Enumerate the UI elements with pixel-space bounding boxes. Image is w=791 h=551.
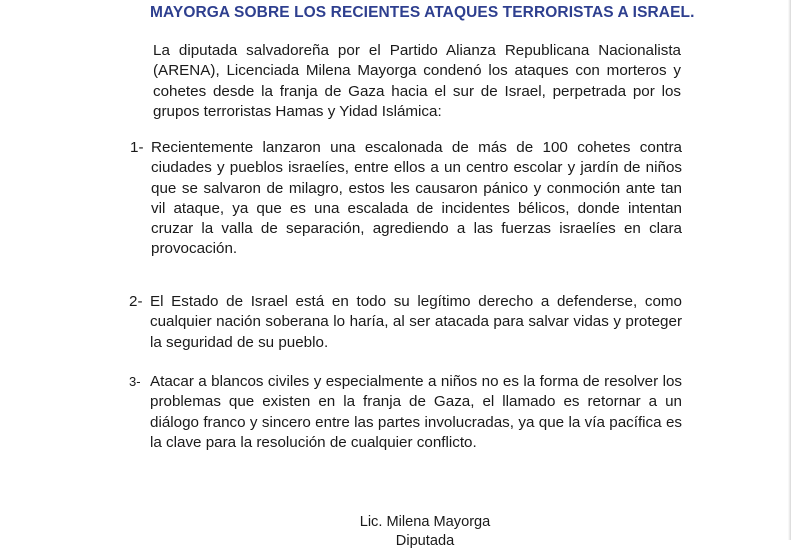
signature-role: Diputada — [395, 533, 455, 549]
list-item-number: 3- — [129, 374, 141, 389]
list-item-number: 2- — [129, 293, 143, 310]
document-title: MAYORGA SOBRE LOS RECIENTES ATAQUES TERRORISTAS A ISRAEL. — [150, 4, 695, 21]
list-item-text: Recientemente lanzaron una escalonada de más de 100 cohetes contra ciudades y pueblos israelíes, entre ellos a un centro escolar y jardín de niños que se salvaron de milagro, estos les causaron pánico y conmoción ante tan vil ataque, ya que es una escalada de incidentes bélicos, donde intentan cruzar la valla de separación, agrediendo a las fuerzas israelíes en clara provocación. — [151, 139, 682, 258]
signature-block — [300, 513, 550, 551]
list-item-text: Atacar a blancos civiles y especialmente a niños no es la forma de resolver los problemas que existen en la franja de Gaza, el llamado es retornar a un diálogo franco y sincero entre las partes involucradas, ya que la vía pacífica es la clave para la resolución de cualquier conflicto. — [150, 373, 682, 451]
intro-text: La diputada salvadoreña por el Partido Alianza Republicana Nacionalista (ARENA), Licenciada Milena Mayorga condenó los ataques con morteros y cohetes desde la franja de Gaza hacia el sur de Israel, perpetrada por los grupos terroristas Hamas y Yidad Islámica: — [153, 42, 681, 120]
list-item-text: El Estado de Israel está en todo su legítimo derecho a defenderse, como cualquier nación soberana lo haría, al ser atacada para salvar vidas y proteger la seguridad de su pueblo. — [150, 293, 682, 351]
signature-name: Lic. Milena Mayorga — [359, 514, 491, 530]
intro-paragraph — [153, 41, 681, 122]
list-item-number: 1- — [130, 139, 144, 156]
